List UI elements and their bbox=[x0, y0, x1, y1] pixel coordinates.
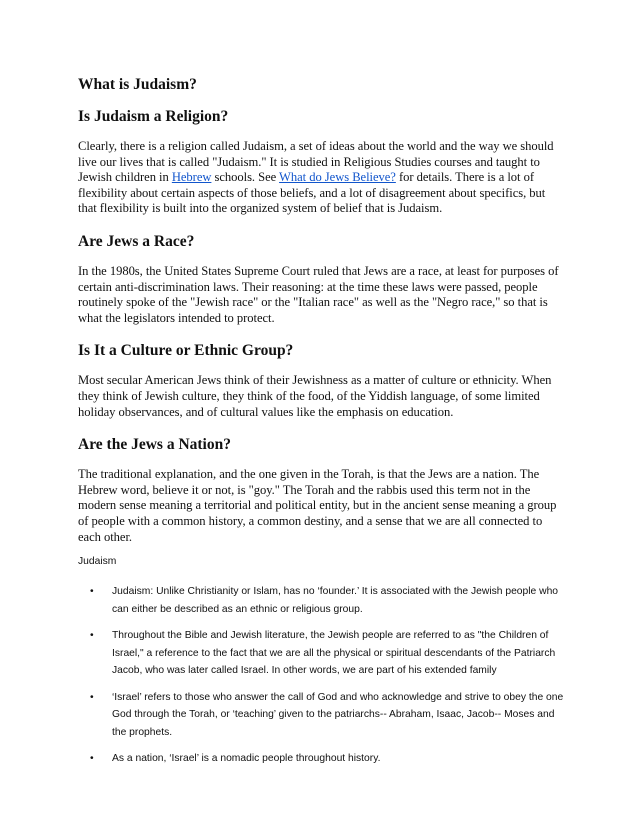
section-text-religion bbox=[78, 139, 566, 217]
bullet-icon: • bbox=[90, 630, 94, 642]
notes-label: Judaism bbox=[78, 556, 117, 568]
document-page bbox=[78, 66, 566, 777]
hebrew-link[interactable]: Hebrew bbox=[171, 170, 212, 185]
list-item-text: As a nation, ‘Israel’ is a nomadic people throughout history. bbox=[112, 753, 381, 765]
list-item bbox=[78, 627, 566, 680]
section-text-culture: Most secular American Jews think of their Jewishness as a matter of culture or ethnicity. When they think of Jewish culture, they think of the food, of the Yiddish language, of some limited holiday observances, and of cultural values like the emphasis on education. bbox=[78, 373, 552, 419]
text-fragment: Clearly, there is a religion called Judaism, a set of ideas about the world and the way we should live our lives that is called "Judaism." It is studied in Religious Studies courses and taught to Jewish children in bbox=[78, 139, 554, 185]
list-item-text: ‘Israel’ refers to those who answer the call of God and who acknowledge and strive to obey the one God through the Torah, or ‘teaching’ given to the patriarchs-- Abraham, Isaac, Jacob-- Moses and the prophets. bbox=[112, 691, 564, 738]
list-item-text: Judaism: Unlike Christianity or Islam, has no ‘founder.’ It is associated with the Jewish people who can either be described as an ethnic or religious group. bbox=[112, 586, 559, 615]
section-culture bbox=[78, 341, 566, 420]
section-heading-religion: Is Judaism a Religion? bbox=[78, 108, 229, 125]
page-title: What is Judaism? bbox=[78, 76, 197, 93]
list-item bbox=[78, 583, 566, 618]
text-fragment: for details. There is a lot of flexibility about certain aspects of those beliefs, and a lot of disagreement about specifics, but that flexibility is built into the organized system of belief that is Judaism. bbox=[78, 170, 546, 216]
bullet-icon: • bbox=[90, 691, 94, 703]
notes-bullet-list bbox=[78, 583, 566, 768]
section-heading-nation: Are the Jews a Nation? bbox=[78, 436, 231, 454]
section-religion bbox=[78, 107, 566, 217]
section-text-nation: The traditional explanation, and the one given in the Torah, is that the Jews are a nation. The Hebrew word, believe it or not, is "goy." The Torah and the rabbis used this term not in the modern sense meaning a territorial and political entity, but in the ancient sense meaning a group of people with a common history, a common destiny, and a sense that we are all connected to each other. bbox=[78, 467, 557, 544]
section-text-race: In the 1980s, the United States Supreme Court ruled that Jews are a race, at least for purposes of certain anti-discrimination laws. Their reasoning: at the time these laws were passed, people routinely spoke of the "Jewish race" or the "Italian race" as well as the "Negro race," so that is what the legislators intended to protect. bbox=[78, 263, 559, 325]
list-item bbox=[78, 689, 566, 742]
list-item bbox=[78, 750, 566, 768]
text-fragment: schools. See bbox=[211, 170, 280, 185]
list-item-text: Throughout the Bible and Jewish literature, the Jewish people are referred to as "the Children of Israel," a reference to the fact that we are all the physical or spiritual descendants of the Patriarch Jacob, who was later called Israel. In other words, we are part of his extended family bbox=[112, 630, 556, 677]
section-heading-race: Are Jews a Race? bbox=[78, 232, 195, 250]
bullet-icon: • bbox=[90, 586, 94, 598]
section-heading-culture: Is It a Culture or Ethnic Group? bbox=[78, 342, 294, 360]
section-nation bbox=[78, 435, 566, 545]
section-race bbox=[78, 232, 566, 326]
bullet-icon: • bbox=[90, 753, 94, 765]
what-do-jews-believe-link[interactable]: What do Jews Believe? bbox=[279, 170, 396, 185]
